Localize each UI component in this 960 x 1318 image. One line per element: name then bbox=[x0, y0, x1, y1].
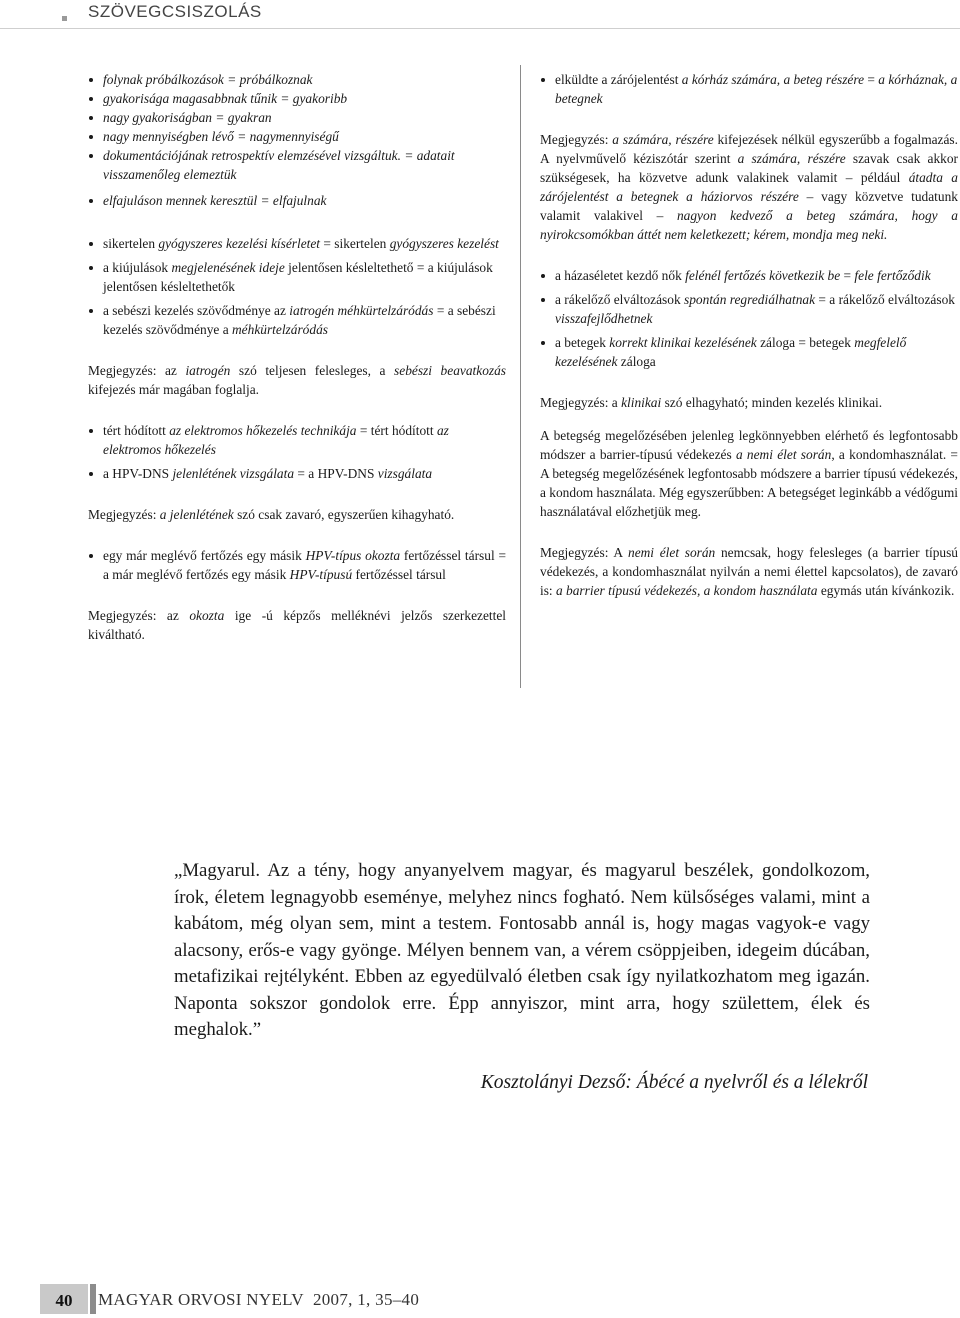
list-item bbox=[88, 146, 506, 184]
note-nemi-elet bbox=[540, 543, 958, 600]
text-run: gyógyszeres kezelési kísérletet bbox=[158, 236, 321, 251]
journal-issue: 2007, 1, 35–40 bbox=[312, 1290, 420, 1309]
text-run: = bbox=[840, 268, 855, 283]
text-run: fertőzéssel társul bbox=[352, 567, 446, 582]
text-run: egy már meglévő fertőzés egy másik bbox=[103, 548, 306, 563]
journal-info bbox=[98, 1290, 419, 1310]
paragraph-megelozes bbox=[540, 426, 958, 521]
quote-author: Kosztolányi Dezső: Ábécé a nyelvről és a lélekről bbox=[480, 1072, 868, 1093]
column-divider bbox=[520, 65, 521, 688]
text-run: a betegek bbox=[555, 335, 610, 350]
text-run: = a rákelőző elváltozások bbox=[815, 292, 955, 307]
text-run: = a HPV-DNS bbox=[294, 466, 378, 481]
list-item bbox=[540, 266, 958, 285]
left-column bbox=[88, 70, 506, 644]
list-item bbox=[540, 333, 958, 371]
text-run: a házaséletet kezdő nők bbox=[555, 268, 686, 283]
left-list-3 bbox=[88, 421, 506, 483]
text-run: átadta a zárójelentést a betegnek a háziorvos részére bbox=[540, 170, 958, 204]
text-run: egymás után kívánkozik. bbox=[817, 583, 955, 598]
text-run: HPV-típusú bbox=[289, 567, 353, 582]
text-run: korrekt klinikai kezelésének bbox=[609, 335, 757, 350]
text-run: a kiújulások bbox=[103, 260, 172, 275]
text-run: elküldte a zárójelentést bbox=[555, 72, 682, 87]
list-item bbox=[88, 258, 506, 296]
text-run: gyógyszeres kezelést bbox=[389, 236, 499, 251]
text-run: szavak csak akkor szükségesek, ha közvetve adunk valakinek valamit – például bbox=[540, 151, 958, 185]
list-item bbox=[88, 70, 506, 89]
text-run: sebészi beavatkozás bbox=[394, 363, 507, 378]
list-item-text: dokumentációjának retrospektív elemzésével vizsgáltuk. = adatait visszamenőleg elemeztük bbox=[103, 148, 455, 182]
right-list-1 bbox=[540, 70, 958, 108]
text-run: megfelelő kezelésének bbox=[555, 335, 907, 369]
text-run: a jelenlétének bbox=[159, 507, 234, 522]
list-item bbox=[88, 421, 506, 459]
text-run: Megjegyzés: A bbox=[540, 545, 628, 560]
text-run: Megjegyzés: az bbox=[88, 363, 186, 378]
left-list-2 bbox=[88, 234, 506, 339]
text-run: tért hódított bbox=[103, 423, 170, 438]
text-run: a kórháznak, a betegnek bbox=[555, 72, 958, 106]
text-run: kifejezések nélkül egyszerűbb a fogalmazás. A nyelvművelő kéziszótár szerint bbox=[540, 132, 958, 166]
text-run: = sikertelen bbox=[320, 236, 390, 251]
text-run: vizsgálata bbox=[377, 466, 433, 481]
list-item-text: nagy gyakoriságban = gyakran bbox=[103, 110, 272, 125]
text-run: HPV-típus okozta bbox=[305, 548, 401, 563]
text-run: szó csak zavaró, egyszerűen kihagyható. bbox=[233, 507, 455, 522]
text-run: a HPV-DNS bbox=[103, 466, 173, 481]
text-run: méhkürtelzáródás bbox=[232, 322, 328, 337]
text-run: jelenlétének vizsgálata bbox=[172, 466, 295, 481]
section-title: SZÖVEGCSISZOLÁS bbox=[88, 2, 262, 21]
text-run: a barrier típusú védekezés, a kondom használata bbox=[556, 583, 818, 598]
text-run: Megjegyzés: bbox=[540, 132, 613, 147]
list-item bbox=[540, 70, 958, 108]
text-run: Megjegyzés: az bbox=[88, 608, 190, 623]
header-rule bbox=[0, 28, 960, 29]
list-item-text: nagy mennyiségben lévő = nagymennyiségű bbox=[103, 129, 339, 144]
right-column bbox=[540, 70, 958, 600]
list-item bbox=[88, 89, 506, 108]
list-item bbox=[88, 234, 506, 253]
text-run: a számára, részére bbox=[612, 132, 714, 147]
text-run: = tért hódított bbox=[356, 423, 437, 438]
text-run: klinikai bbox=[621, 395, 662, 410]
text-run: Megjegyzés: a bbox=[540, 395, 622, 410]
list-item bbox=[88, 546, 506, 584]
text-run: megjelenésének ideje bbox=[171, 260, 285, 275]
text-run: spontán regrediálhatnak bbox=[684, 292, 816, 307]
journal-name: MAGYAR ORVOSI NYELV bbox=[98, 1290, 304, 1309]
quote-text: „Magyarul. Az a tény, hogy anyanyelvem magyar, és magyarul beszélek, gondolkozom, írok, életem legnagyobb eseménye, melyhez nincs fogható. Nem külsőséges valami, mint a kabátom, még olyan sem, mint a testem. Fontosabb annál is, hogy magas vagyok-e vagy alacsony, erős-e vagy gyönge. Mélyen bennem van, a vérem csöppjeiben, idegeim dúcában, metafizikai rejtélyként. Ebben az egyedülvaló életben csak így nyilatkozhatom meg igazán. Naponta sokszor gondolok erre. Épp annyiszor, mint arra, hogy születtem, élek és meghalok.” bbox=[174, 860, 870, 1040]
text-run: = bbox=[864, 72, 879, 87]
text-run: iatrogén bbox=[185, 363, 231, 378]
left-list-1 bbox=[88, 70, 506, 210]
text-run: visszafejlődhetnek bbox=[555, 311, 653, 326]
text-run: , a kondomhasználat. = A betegség megelőzésének legfontosabb módszere a barrier típusú védekezés, a kondom használata. Még egyszerűbben: A betegséget leginkább a védőgumi használatával előzhetjük meg. bbox=[540, 447, 958, 519]
list-item bbox=[88, 108, 506, 127]
list-item-text: gyakorisága magasabbnak tűnik = gyakoribb bbox=[103, 91, 348, 106]
footer bbox=[40, 1284, 960, 1314]
list-item-text: folynak próbálkozások = próbálkoznak bbox=[103, 72, 313, 87]
list-item bbox=[88, 127, 506, 146]
text-run: a nemi élet során bbox=[735, 447, 832, 462]
text-run: nemi élet során bbox=[628, 545, 716, 560]
text-run: kifejezés már magában foglalja. bbox=[88, 382, 260, 397]
note-klinikai bbox=[540, 393, 958, 412]
text-run: a rákelőző elváltozások bbox=[555, 292, 685, 307]
text-run: jelentősen késleltethető = a kiújulások jelentősen késleltethetők bbox=[103, 260, 493, 294]
note-iatrogen bbox=[88, 361, 506, 399]
header-square bbox=[62, 16, 67, 21]
note-jelenletenek bbox=[88, 505, 506, 524]
text-run: szó elhagyható; minden kezelés klinikai. bbox=[661, 395, 883, 410]
text-run: felénél fertőzés következik be bbox=[685, 268, 841, 283]
text-run: a kórház számára, a beteg részére bbox=[681, 72, 865, 87]
text-run: az elektromos hőkezelés technikája bbox=[169, 423, 357, 438]
list-item bbox=[540, 290, 958, 328]
text-run: sikertelen bbox=[103, 236, 159, 251]
text-run: ige -ú képzős melléknévi jelzős szerkezettel kiváltható. bbox=[88, 608, 507, 642]
note-okozta bbox=[88, 606, 506, 644]
text-run: szó teljesen felesleges, a bbox=[230, 363, 395, 378]
page-number: 40 bbox=[55, 1291, 73, 1310]
text-run: A betegség megelőzésében jelenleg legkönnyebben elérhető és legfontosabb módszer a barrier-típusú védekezés bbox=[540, 428, 958, 462]
text-run: = a sebészi kezelés szövődménye a bbox=[103, 303, 496, 337]
note-szamara bbox=[540, 130, 958, 244]
text-run: – vagy közvetve tudatunk valamit valakivel – bbox=[540, 189, 958, 223]
text-run: a sebészi kezelés szövődménye az bbox=[103, 303, 290, 318]
text-run: okozta bbox=[189, 608, 225, 623]
footer-bar bbox=[90, 1284, 96, 1314]
text-run: fertőzéssel társul = a már meglévő fertőzés egy másik bbox=[103, 548, 506, 582]
list-item-text: elfajuláson mennek keresztül = elfajulnak bbox=[103, 193, 327, 208]
list-item bbox=[88, 191, 506, 210]
list-item bbox=[88, 301, 506, 339]
text-run: fele fertőződik bbox=[854, 268, 931, 283]
text-run: nemcsak, hogy felesleges (a barrier típusú védekezés, a kondomhasználat nyilván a nemi élettel kapcsolatos), de zavaró is: bbox=[540, 545, 958, 598]
text-run: Megjegyzés: bbox=[88, 507, 160, 522]
text-run: nagyon kedvező a beteg számára, hogy a nyirokcsomókban áttét nem keletkezett; kérem, mondja meg neki. bbox=[540, 208, 958, 242]
text-run: iatrogén méhkürtelzáródás bbox=[289, 303, 434, 318]
text-run: záloga = betegek bbox=[756, 335, 855, 350]
right-list-2 bbox=[540, 266, 958, 371]
list-item bbox=[88, 464, 506, 483]
text-run: záloga bbox=[617, 354, 656, 369]
text-run: az elektromos hőkezelés bbox=[103, 423, 449, 457]
text-run: a számára, részére bbox=[737, 151, 846, 166]
left-list-4 bbox=[88, 546, 506, 584]
